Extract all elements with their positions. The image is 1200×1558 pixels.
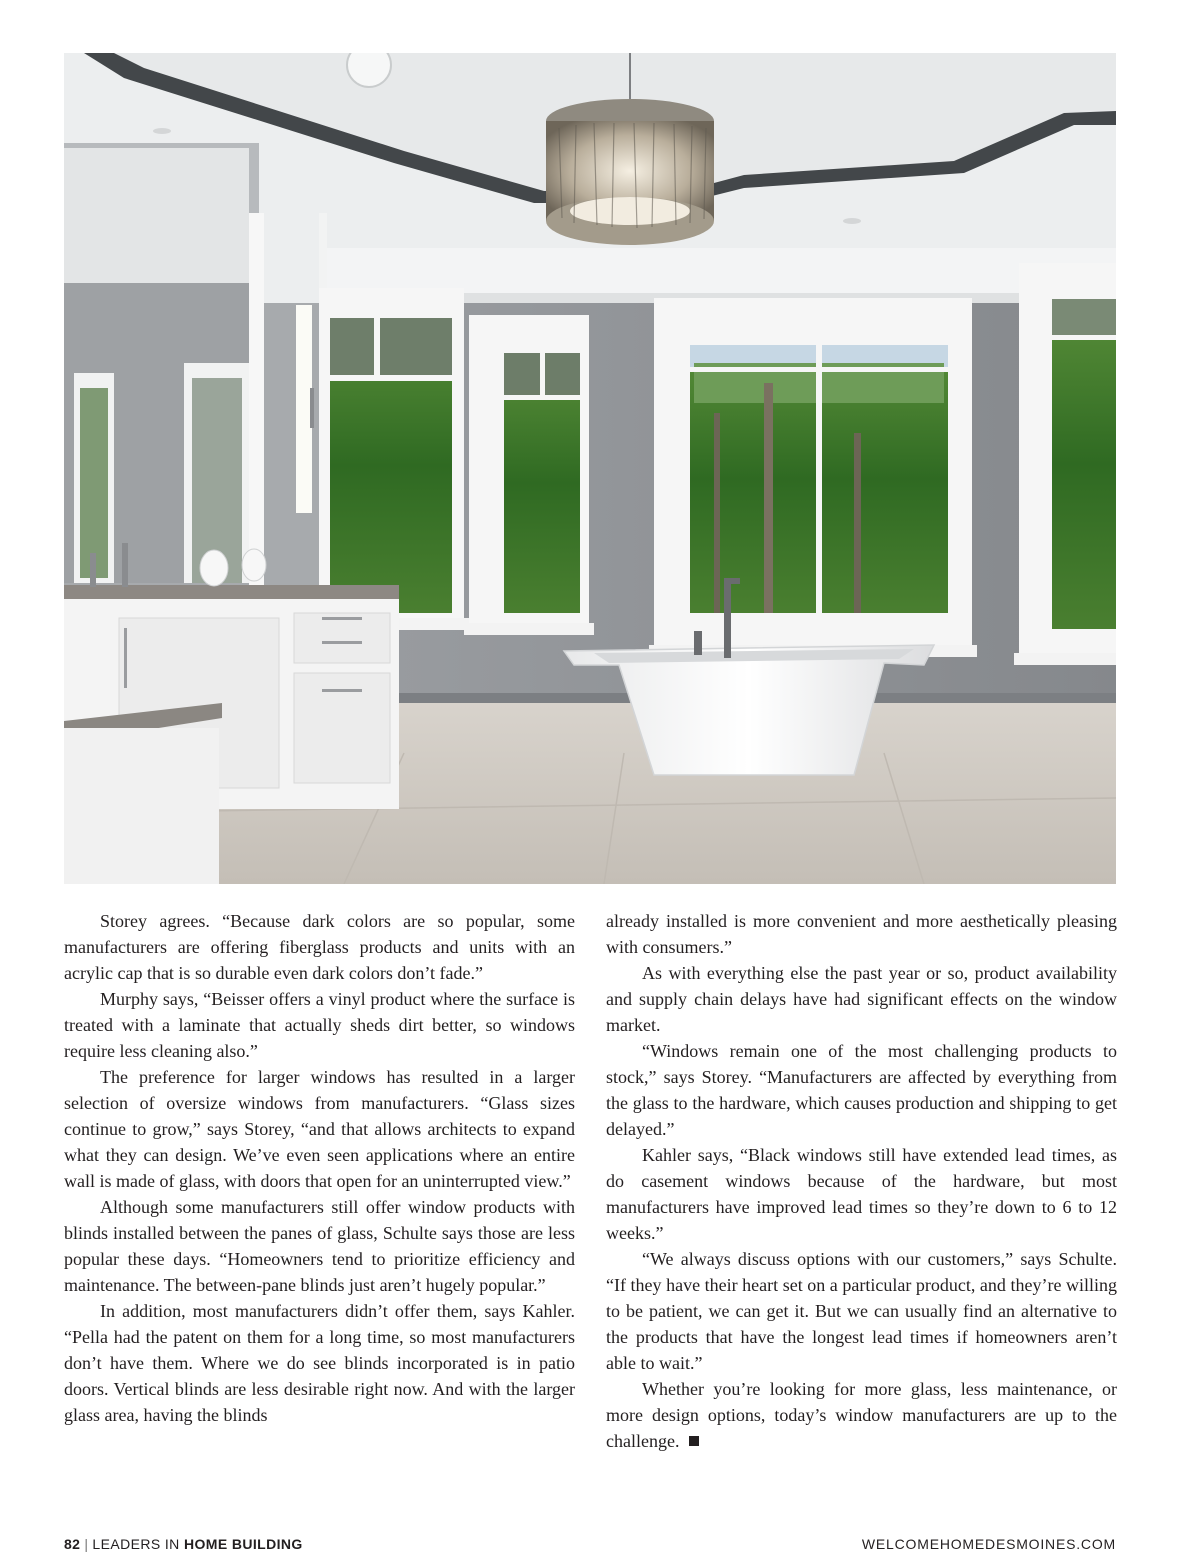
paragraph: In addition, most manufacturers didn’t offer them, says Kahler. “Pella had the patent on them for a long time, so most manufacturers don’t have them. Where we do see blinds incorporated is in patio doors. Vertical blinds are less desirable right now. And with the larger glass area, having the blinds: [64, 1301, 575, 1425]
publication-prefix: LEADERS IN: [92, 1536, 180, 1552]
paragraph: Murphy says, “Beisser offers a vinyl product where the surface is treated with a laminate that actually sheds dirt better, so windows require less cleaning also.”: [64, 989, 575, 1061]
paragraph: As with everything else the past year or so, product availability and supply chain delays have had significant effects on the window market.: [606, 963, 1117, 1035]
article-column-left: [64, 908, 575, 1428]
closing-text: Whether you’re looking for more glass, less maintenance, or more design options, today’s window manufacturers are up to the challenge.: [606, 1379, 1117, 1451]
footer-folio: [64, 1536, 303, 1552]
footer-website[interactable]: WELCOMEHOMEDESMOINES.COM: [861, 1536, 1116, 1552]
paragraph: “We always discuss options with our customers,” says Schulte. “If they have their heart set on a particular product, and they’re willing to be patient, we can get it. But we can usually find an alternative to the products that have the longest lead times if homeowners aren’t able to wait.”: [606, 1249, 1117, 1373]
paragraph: Storey agrees. “Because dark colors are so popular, some manufacturers are offering fiberglass products and units with an acrylic cap that is so durable even dark colors don’t fade.”: [64, 911, 575, 983]
footer-separator: |: [84, 1536, 89, 1552]
paragraph: The preference for larger windows has resulted in a larger selection of oversize windows from manufacturers. “Glass sizes continue to grow,” says Storey, “and that allows architects to expand what they can design. We’ve even seen applications where an entire wall is made of glass, with doors that open for an uninterrupted view.”: [64, 1067, 575, 1191]
page-number: 82: [64, 1536, 81, 1552]
paragraph: Although some manufacturers still offer window products with blinds installed between the panes of glass, Schulte says those are less popular these days. “Homeowners tend to prioritize efficiency and maintenance. The between-pane blinds just aren’t hugely popular.”: [64, 1197, 575, 1295]
publication-name: HOME BUILDING: [183, 1536, 303, 1552]
paragraph-continuation: already installed is more convenient and more aesthetically pleasing with consumers.”: [606, 911, 1117, 957]
closing-paragraph: [606, 1376, 1117, 1454]
bathroom-photo: [64, 53, 1116, 884]
article-column-right: [606, 908, 1117, 1454]
end-mark-icon: [689, 1436, 699, 1446]
paragraph: Kahler says, “Black windows still have extended lead times, as do casement windows because of the hardware, but most manufacturers have improved lead times so they’re down to 6 to 12 weeks.”: [606, 1145, 1117, 1243]
paragraph: “Windows remain one of the most challenging products to stock,” says Storey. “Manufacturers are affected by everything from the glass to the hardware, which causes production and shipping to get delayed.”: [606, 1041, 1117, 1139]
